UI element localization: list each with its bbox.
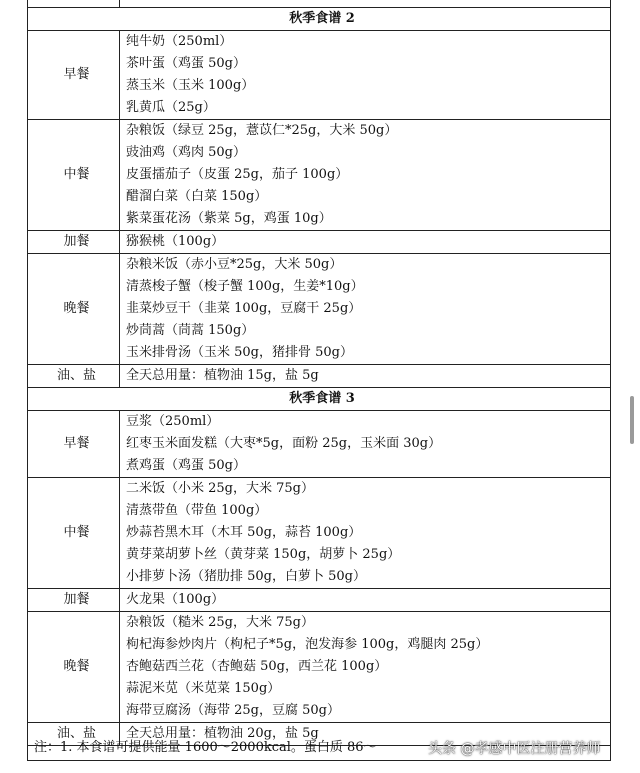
menu-item: 杂粮饭（绿豆 25g，薏苡仁*25g，大米 50g） <box>126 123 398 138</box>
meal-items <box>120 612 611 723</box>
footnote: 注：1. 本食谱可提供能量 1600～2000kcal。蛋白质 86～ <box>27 737 611 761</box>
meal-label: 早餐 <box>28 31 120 120</box>
meal-items <box>120 120 611 231</box>
meal-row <box>28 478 611 589</box>
table-stub-row <box>28 0 611 8</box>
stub-cell <box>120 0 611 8</box>
menu-item: 醋溜白菜（白菜 150g） <box>126 189 268 204</box>
meal-items <box>120 231 611 254</box>
meal-items <box>120 365 611 388</box>
meal-row <box>28 31 611 120</box>
meal-items <box>120 478 611 589</box>
menu-item: 全天总用量：植物油 20g，盐 5g <box>126 726 319 741</box>
meal-row <box>28 612 611 723</box>
menu-item: 黄芽菜胡萝卜丝（黄芽菜 150g，胡萝卜 25g） <box>126 547 401 562</box>
stub-cell <box>28 0 120 8</box>
meal-items <box>120 254 611 365</box>
meal-row <box>28 231 611 254</box>
meal-label: 油、盐 <box>28 723 120 746</box>
menu-item: 猕猴桃（100g） <box>126 234 225 249</box>
meal-row <box>28 411 611 478</box>
meal-label: 晚餐 <box>28 612 120 723</box>
menu-item: 炒蒜苔黑木耳（木耳 50g，蒜苔 100g） <box>126 525 362 540</box>
menu-item: 豉油鸡（鸡肉 50g） <box>126 145 246 160</box>
menu-item: 杂粮米饭（赤小豆*25g，大米 50g） <box>126 257 343 272</box>
menu-title: 秋季食谱 3 <box>28 388 611 411</box>
meal-items <box>120 31 611 120</box>
menu-item: 清蒸带鱼（带鱼 100g） <box>126 503 268 518</box>
meal-label: 油、盐 <box>28 365 120 388</box>
menu-item: 韭菜炒豆干（韭菜 100g，豆腐干 25g） <box>126 301 362 316</box>
meal-label: 晚餐 <box>28 254 120 365</box>
menu-item: 杏鲍菇西兰花（杏鲍菇 50g，西兰花 100g） <box>126 659 388 674</box>
menu-item: 全天总用量：植物油 15g，盐 5g <box>126 368 319 383</box>
meal-row <box>28 589 611 612</box>
meal-label: 中餐 <box>28 120 120 231</box>
meal-items <box>120 589 611 612</box>
menu-table <box>27 0 611 746</box>
menu-item: 二米饭（小米 25g，大米 75g） <box>126 481 314 496</box>
menu-item: 清蒸梭子蟹（梭子蟹 100g，生姜*10g） <box>126 279 364 294</box>
meal-label: 加餐 <box>28 589 120 612</box>
menu-item: 蒸玉米（玉米 100g） <box>126 78 255 93</box>
menu-item: 皮蛋擂茄子（皮蛋 25g，茄子 100g） <box>126 167 349 182</box>
menu-item: 豆浆（250ml） <box>126 414 220 429</box>
meal-label: 早餐 <box>28 411 120 478</box>
menu-item: 炒茼蒿（茼蒿 150g） <box>126 323 255 338</box>
menu-item: 杂粮饭（糙米 25g，大米 75g） <box>126 615 314 630</box>
meal-label: 中餐 <box>28 478 120 589</box>
menu-item: 海带豆腐汤（海带 25g，豆腐 50g） <box>126 703 340 718</box>
watermark-text: 头条 @孝感中医注册营养师 <box>428 741 601 757</box>
meal-row <box>28 254 611 365</box>
menu-title-row <box>28 388 611 411</box>
menu-item: 枸杞海参炒肉片（枸杞子*5g，泡发海参 100g，鸡腿肉 25g） <box>126 637 489 652</box>
menu-item: 火龙果（100g） <box>126 592 225 607</box>
meal-label: 加餐 <box>28 231 120 254</box>
meal-items <box>120 411 611 478</box>
menu-item: 紫菜蛋花汤（紫菜 5g，鸡蛋 10g） <box>126 211 332 226</box>
menu-item: 小排萝卜汤（猪肋排 50g，白萝卜 50g） <box>126 569 366 584</box>
menu-item: 纯牛奶（250ml） <box>126 34 233 49</box>
menu-item: 乳黄瓜（25g） <box>126 100 216 115</box>
meal-row <box>28 120 611 231</box>
menu-item: 煮鸡蛋（鸡蛋 50g） <box>126 458 246 473</box>
scrollbar-thumb[interactable] <box>630 396 634 444</box>
menu-item: 茶叶蛋（鸡蛋 50g） <box>126 56 246 71</box>
menu-item: 红枣玉米面发糕（大枣*5g，面粉 25g，玉米面 30g） <box>126 436 442 451</box>
meal-row <box>28 365 611 388</box>
menu-item: 蒜泥米苋（米苋菜 150g） <box>126 681 281 696</box>
menu-item: 玉米排骨汤（玉米 50g，猪排骨 50g） <box>126 345 353 360</box>
menu-title: 秋季食谱 2 <box>28 8 611 31</box>
menu-title-row <box>28 8 611 31</box>
